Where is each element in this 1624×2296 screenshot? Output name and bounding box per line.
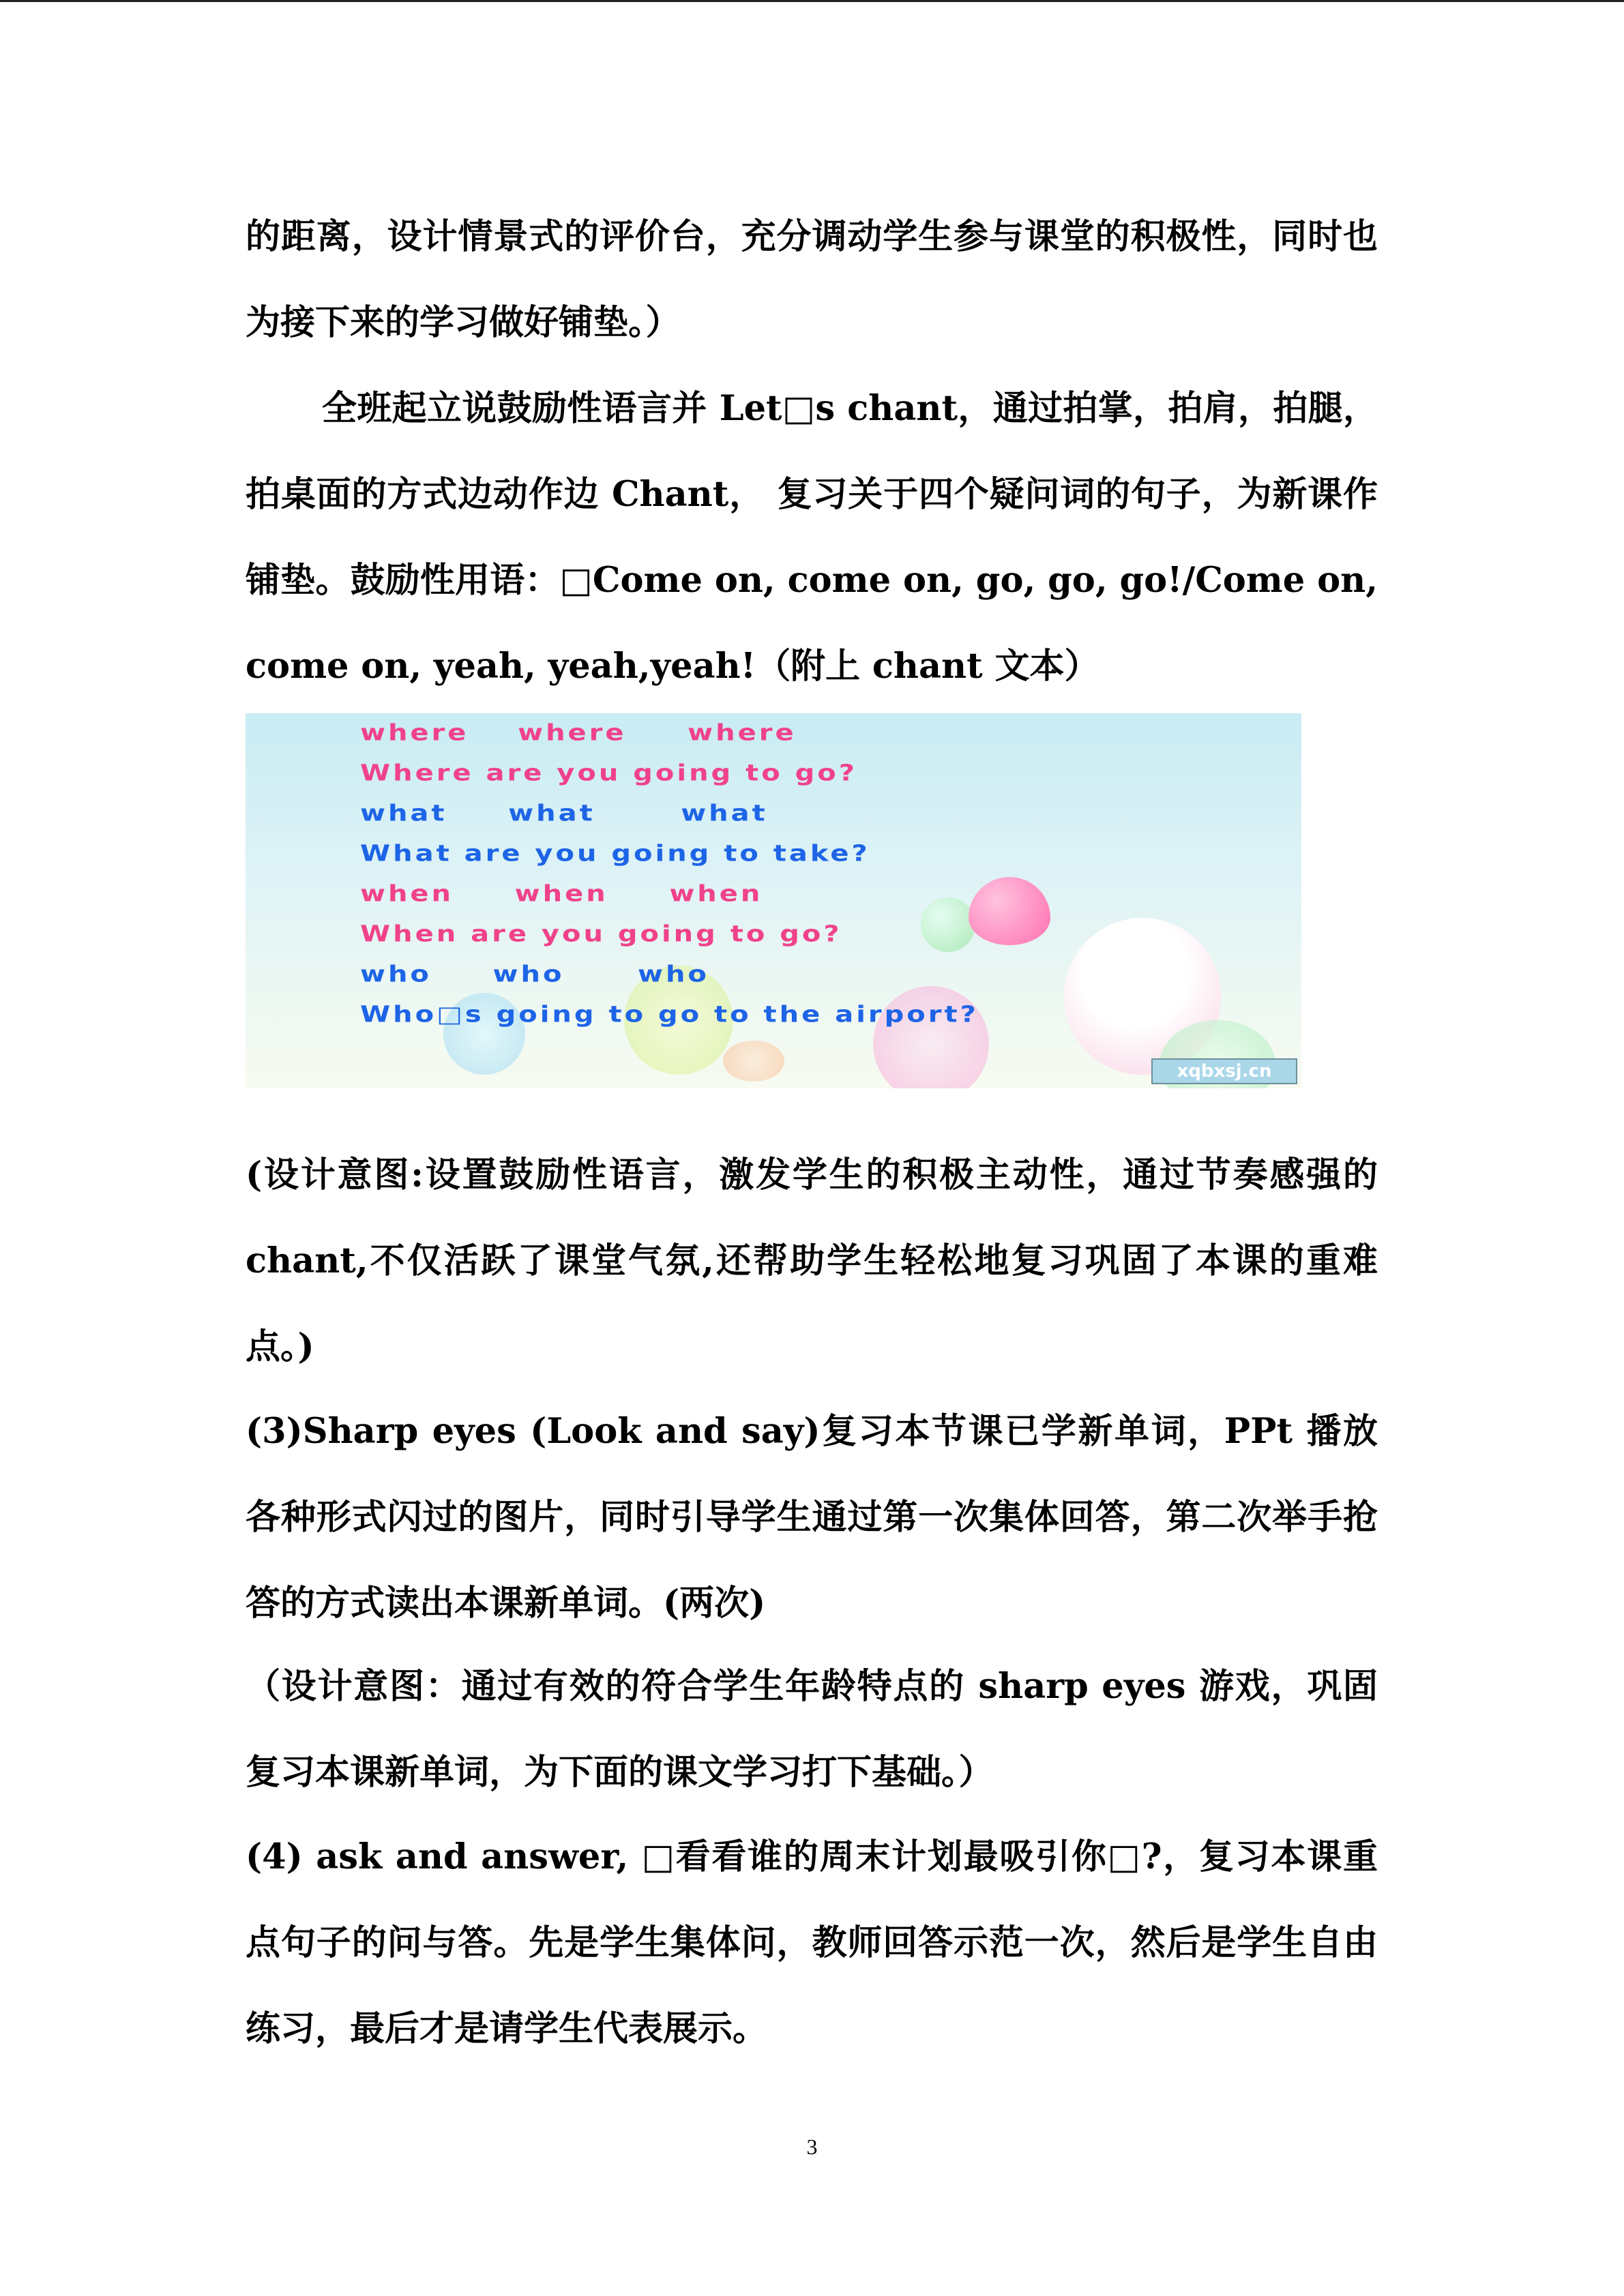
page-number: 3	[806, 2134, 818, 2159]
chant-line-5: when when when	[360, 881, 763, 907]
chant-line-6: When are you going to go?	[360, 921, 842, 947]
green-balloon-decoration	[921, 897, 975, 952]
paragraph-design-intent-continued: 的距离，设计情景式的评价台，充分调动学生参与课堂的积极性，同时也为接下来的学习做好铺垫。）	[246, 216, 1378, 343]
paragraph-sharp-eyes: (3)Sharp eyes (Look and say)复习本节课已学新单词，PPt 播放各种形式闪过的图片，同时引导学生通过第一次集体回答，第二次举手抢答的方式读出本课新单词。(两次)	[246, 1411, 1378, 1624]
paragraph-chant-activity: 全班起立说鼓励性语言并 Let□s chant，通过拍掌，拍肩，拍腿，拍桌面的方式边动作边 Chant， 复习关于四个疑问词的句子，为新课作铺垫。鼓励性用语：□Come on, come on, go, go, go!/Come on, come on, yeah, yeah,yeah!（附上 chant 文本）	[246, 388, 1378, 687]
chant-line-4: What are you going to take?	[360, 841, 870, 867]
heart-balloon-decoration	[969, 877, 1050, 945]
watermark-logo: xqbxsj.cn	[1151, 1058, 1297, 1084]
chant-line-1: where where where	[360, 720, 797, 746]
chant-line-3: what what what	[360, 801, 768, 826]
chant-line-2: Where are you going to go?	[360, 760, 857, 786]
bubble-decoration	[723, 1041, 784, 1082]
chant-text-image	[246, 713, 1301, 1088]
page-top-border	[0, 0, 1624, 2]
paragraph-design-intent-chant: (设计意图:设置鼓励性语言，激发学生的积极主动性，通过节奏感强的 chant,不仅活跃了课堂气氛,还帮助学生轻松地复习巩固了本课的重难点。)	[246, 1154, 1378, 1367]
chant-line-7: who who who	[360, 961, 709, 987]
chant-line-8: Who□s going to go to the airport?	[360, 1002, 979, 1028]
paragraph-ask-and-answer: (4) ask and answer, □看看谁的周末计划最吸引你□?，复习本课重点句子的问与答。先是学生集体问，教师回答示范一次，然后是学生自由练习，最后才是请学生代表展示。	[246, 1836, 1378, 2049]
paragraph-design-intent-sharp-eyes: （设计意图：通过有效的符合学生年龄特点的 sharp eyes 游戏，巩固复习本课新单词，为下面的课文学习打下基础。）	[246, 1666, 1378, 1793]
